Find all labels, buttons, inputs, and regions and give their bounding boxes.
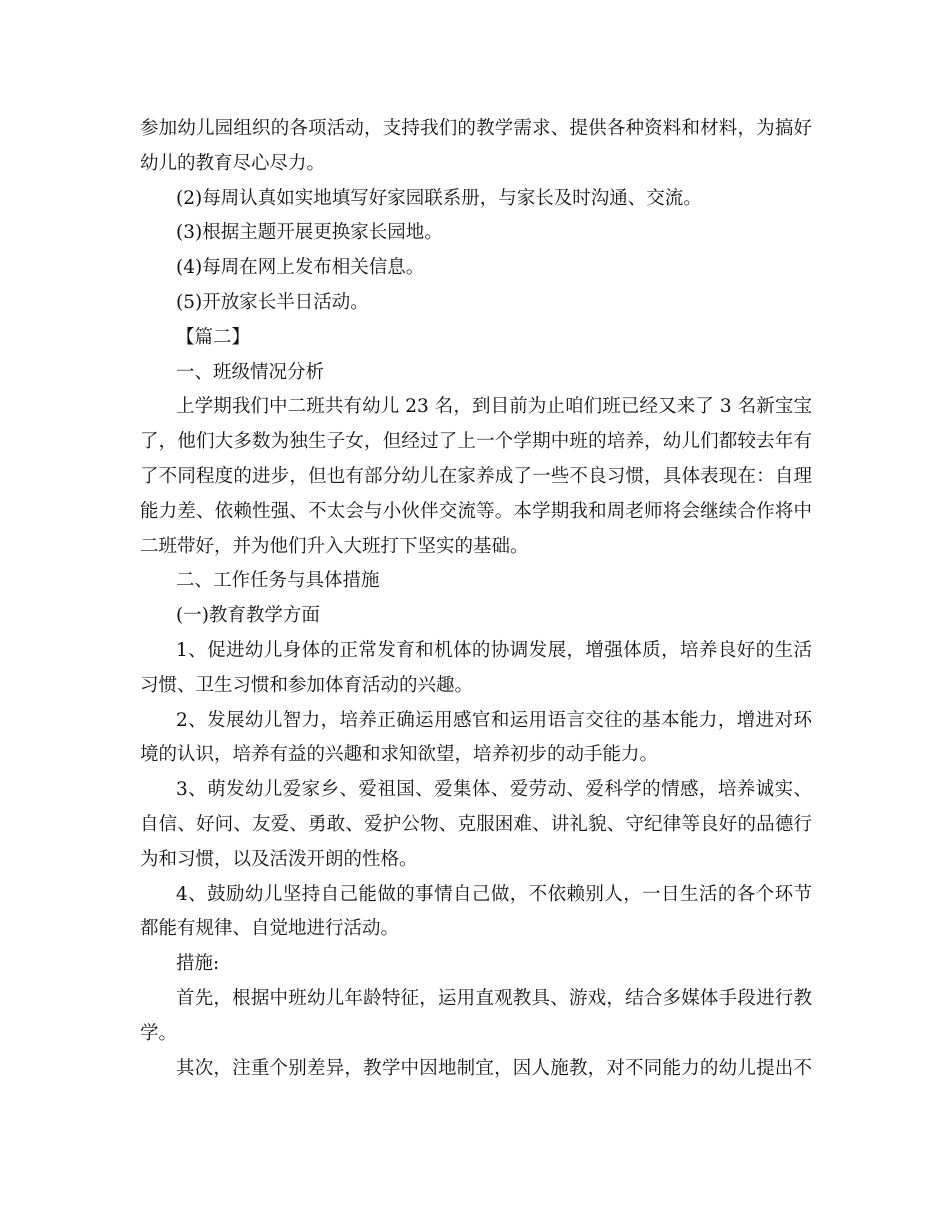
text-line: 习惯、卫生习惯和参加体育活动的兴趣。 <box>140 674 474 696</box>
text-line: 2、发展幼儿智力，培养正确运用感官和运用语言交往的基本能力，增进对环 <box>176 709 812 731</box>
text-line: (2)每周认真如实地填写好家园联系册，与家长及时沟通、交流。 <box>176 187 702 209</box>
text-line: 二班带好，并为他们升入大班打下坚实的基础。 <box>140 535 529 557</box>
text-line: 了，他们大多数为独生子女，但经过了上一个学期中班的培养，幼儿们都较去年有 <box>140 431 812 453</box>
text-line: 首先，根据中班幼儿年龄特征，运用直观教具、游戏，结合多媒体手段进行教 <box>176 987 812 1009</box>
text-line: 其次，注重个别差异，教学中因地制宜，因人施教，对不同能力的幼儿提出不 <box>176 1057 812 1079</box>
text-line: 3、萌发幼儿爱家乡、爱祖国、爱集体、爱劳动、爱科学的情感，培养诚实、 <box>176 779 812 801</box>
text-line: 自信、好问、友爱、勇敢、爱护公物、克服困难、讲礼貌、守纪律等良好的品德行 <box>140 813 812 835</box>
text-line: 【篇二】 <box>176 326 251 348</box>
text-line: 都能有规律、自觉地进行活动。 <box>140 918 400 940</box>
text-line: 二、工作任务与具体措施 <box>176 570 380 592</box>
text-line: 了不同程度的进步，但也有部分幼儿在家养成了一些不良习惯，具体表现在：自理 <box>140 465 812 487</box>
text-line: 学。 <box>140 1022 178 1044</box>
text-line: 境的认识，培养有益的兴趣和求知欲望，培养初步的动手能力。 <box>140 744 659 766</box>
text-line: 4、鼓励幼儿坚持自己能做的事情自己做，不依赖别人，一日生活的各个环节 <box>176 883 812 905</box>
text-line: 幼儿的教育尽心尽力。 <box>140 152 326 174</box>
document-body <box>140 112 812 1086</box>
text-line: 1、促进幼儿身体的正常发育和机体的协调发展，增强体质，培养良好的生活 <box>176 639 812 661</box>
text-line: (5)开放家长半日活动。 <box>176 291 369 313</box>
text-line: (3)根据主题开展更换家长园地。 <box>176 222 443 244</box>
text-line: (4)每周在网上发布相关信息。 <box>176 257 425 279</box>
text-line: 措施: <box>176 953 220 975</box>
text-line: 能力差、依赖性强、不太会与小伙伴交流等。本学期我和周老师将会继续合作将中 <box>140 500 812 522</box>
text-line: 一、班级情况分析 <box>176 361 325 383</box>
text-line: 上学期我们中二班共有幼儿 23 名，到目前为止咱们班已经又来了 3 名新宝宝 <box>176 396 812 418</box>
text-line: 参加幼儿园组织的各项活动，支持我们的教学需求、提供各种资料和材料，为搞好 <box>140 118 812 139</box>
text-line: (一)教育教学方面 <box>176 605 320 627</box>
text-line: 为和习惯，以及活泼开朗的性格。 <box>140 848 418 870</box>
